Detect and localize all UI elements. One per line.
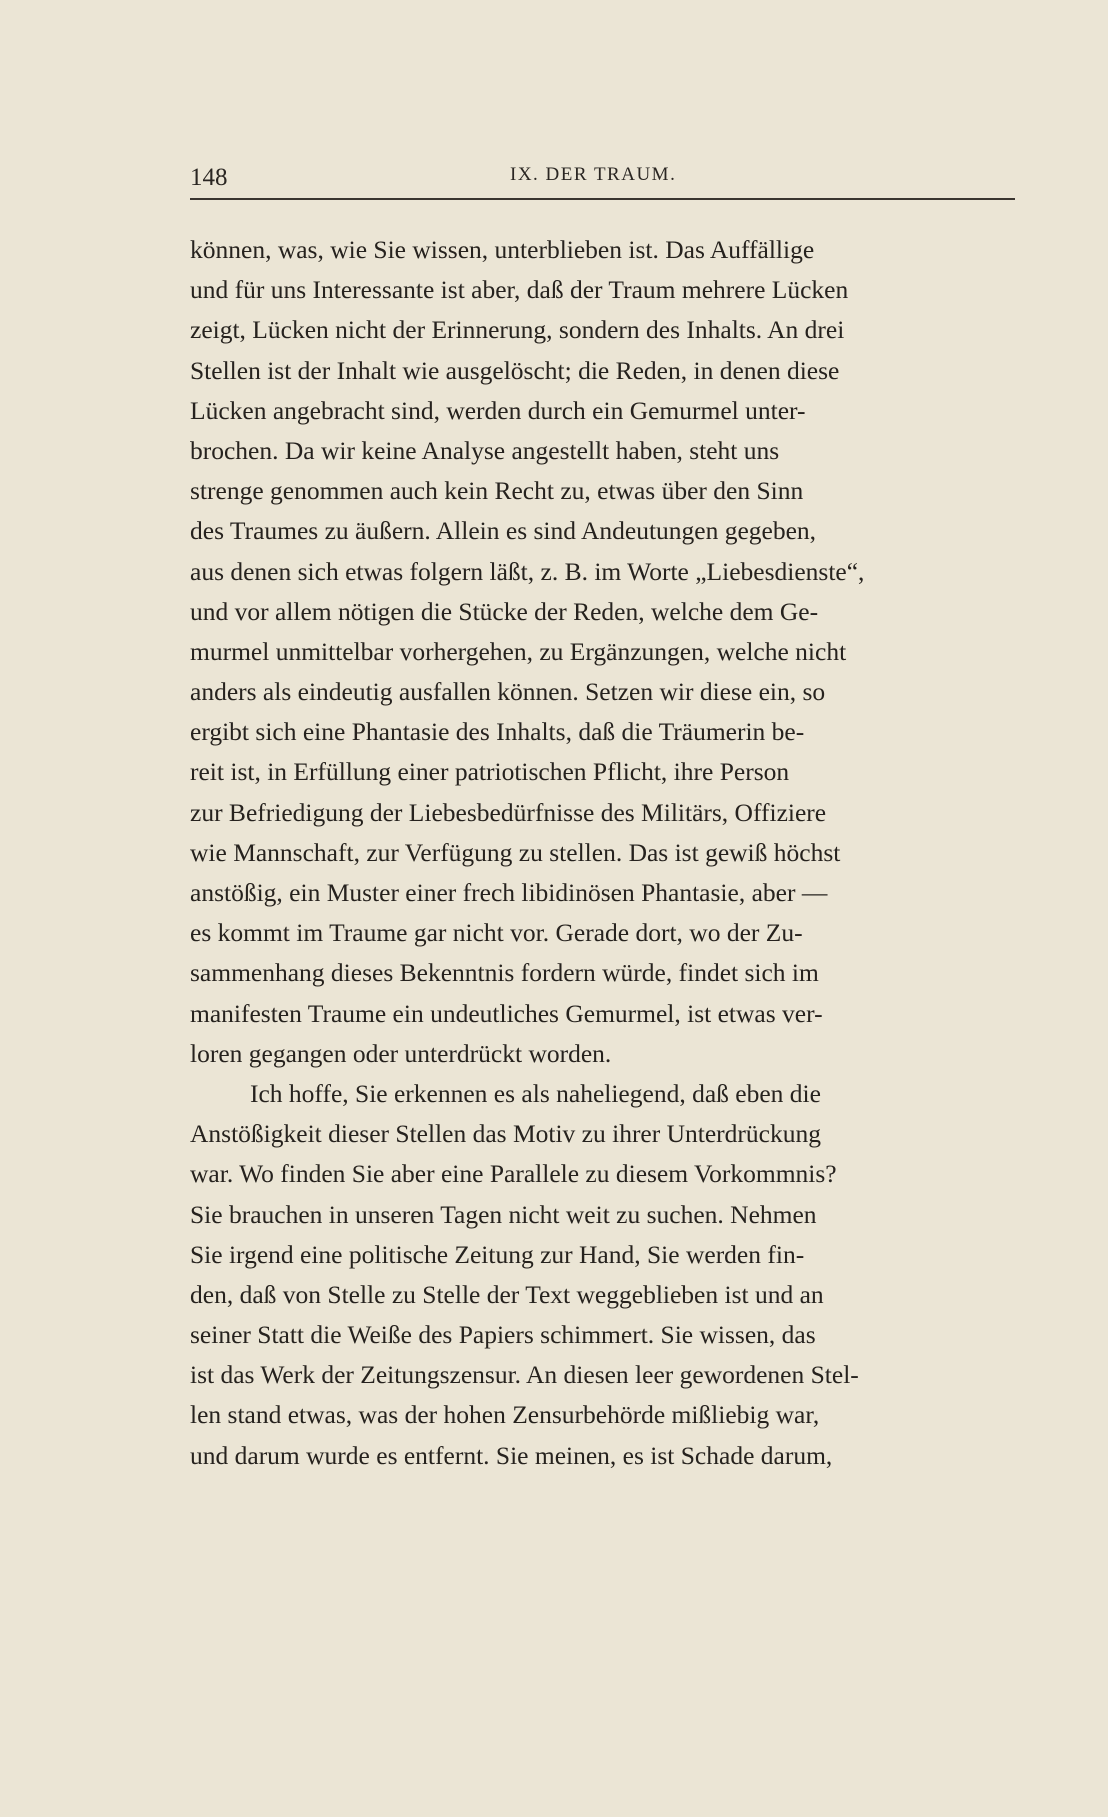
text-line: war. Wo finden Sie aber eine Parallele zu diesem Vorkommnis? <box>190 1159 837 1189</box>
text-line: reit ist, in Erfüllung einer patriotischen Pflicht, ihre Person <box>190 757 790 787</box>
text-line: seiner Statt die Weiße des Papiers schimmert. Sie wissen, das <box>190 1320 816 1350</box>
text-line: und vor allem nötigen die Stücke der Reden, welche dem Ge- <box>190 596 819 626</box>
text-line: strenge genommen auch kein Recht zu, etwas über den Sinn <box>190 476 804 506</box>
page-number: 148 <box>190 164 228 191</box>
running-head: IX. DER TRAUM. <box>510 164 677 185</box>
text-line: loren gegangen oder unterdrückt worden. <box>190 1038 612 1068</box>
text-line: zur Befriedigung der Liebesbedürfnisse des Militärs, Offiziere <box>190 797 827 827</box>
text-line: Sie irgend eine politische Zeitung zur Hand, Sie werden fin- <box>190 1239 805 1269</box>
text-line: Lücken angebracht sind, werden durch ein Gemurmel unter- <box>190 395 806 425</box>
text-line: es kommt im Traume gar nicht vor. Gerade dort, wo der Zu- <box>190 918 803 948</box>
text-line: brochen. Da wir keine Analyse angestellt haben, steht uns <box>190 435 780 465</box>
text-line: und für uns Interessante ist aber, daß der Traum mehrere Lücken <box>190 275 849 305</box>
text-line: Stellen ist der Inhalt wie ausgelöscht; die Reden, in denen diese <box>190 355 840 385</box>
text-line: len stand etwas, was der hohen Zensurbehörde mißliebig war, <box>190 1400 820 1430</box>
text-line: Sie brauchen in unseren Tagen nicht weit zu suchen. Nehmen <box>190 1199 817 1229</box>
body-text <box>190 230 1030 1476</box>
paragraph <box>190 230 1030 1074</box>
text-line: den, daß von Stelle zu Stelle der Text weggeblieben ist und an <box>190 1279 824 1309</box>
text-line: anstößig, ein Muster einer frech libidinösen Phantasie, aber — <box>190 878 828 907</box>
text-line: wie Mannschaft, zur Verfügung zu stellen. Das ist gewiß höchst <box>190 837 841 867</box>
text-line: murmel unmittelbar vorhergehen, zu Ergänzungen, welche nicht <box>190 636 847 666</box>
text-line: ist das Werk der Zeitungszensur. An diesen leer gewordenen Stel- <box>190 1360 859 1390</box>
text-line: sammenhang dieses Bekenntnis fordern würde, findet sich im <box>190 958 819 988</box>
text-line: und darum wurde es entfernt. Sie meinen, es ist Schade darum, <box>190 1440 833 1470</box>
text-line: ergibt sich eine Phantasie des Inhalts, daß die Träumerin be- <box>190 717 805 747</box>
paragraph <box>190 1074 1030 1476</box>
page-header <box>190 160 1015 200</box>
text-line: anders als eindeutig ausfallen können. Setzen wir diese ein, so <box>190 677 826 707</box>
text-line: aus denen sich etwas folgern läßt, z. B. im Worte „Liebesdienste“, <box>190 556 865 586</box>
text-line: des Traumes zu äußern. Allein es sind Andeutungen gegeben, <box>190 516 817 546</box>
text-line: Anstößigkeit dieser Stellen das Motiv zu ihrer Unterdrückung <box>190 1119 821 1149</box>
text-line: Ich hoffe, Sie erkennen es als naheliegend, daß eben die <box>250 1078 821 1108</box>
text-line: können, was, wie Sie wissen, unterblieben ist. Das Auffällige <box>190 235 815 264</box>
text-line: zeigt, Lücken nicht der Erinnerung, sondern des Inhalts. An drei <box>190 315 845 345</box>
text-line: manifesten Traume ein undeutliches Gemurmel, ist etwas ver- <box>190 998 823 1028</box>
